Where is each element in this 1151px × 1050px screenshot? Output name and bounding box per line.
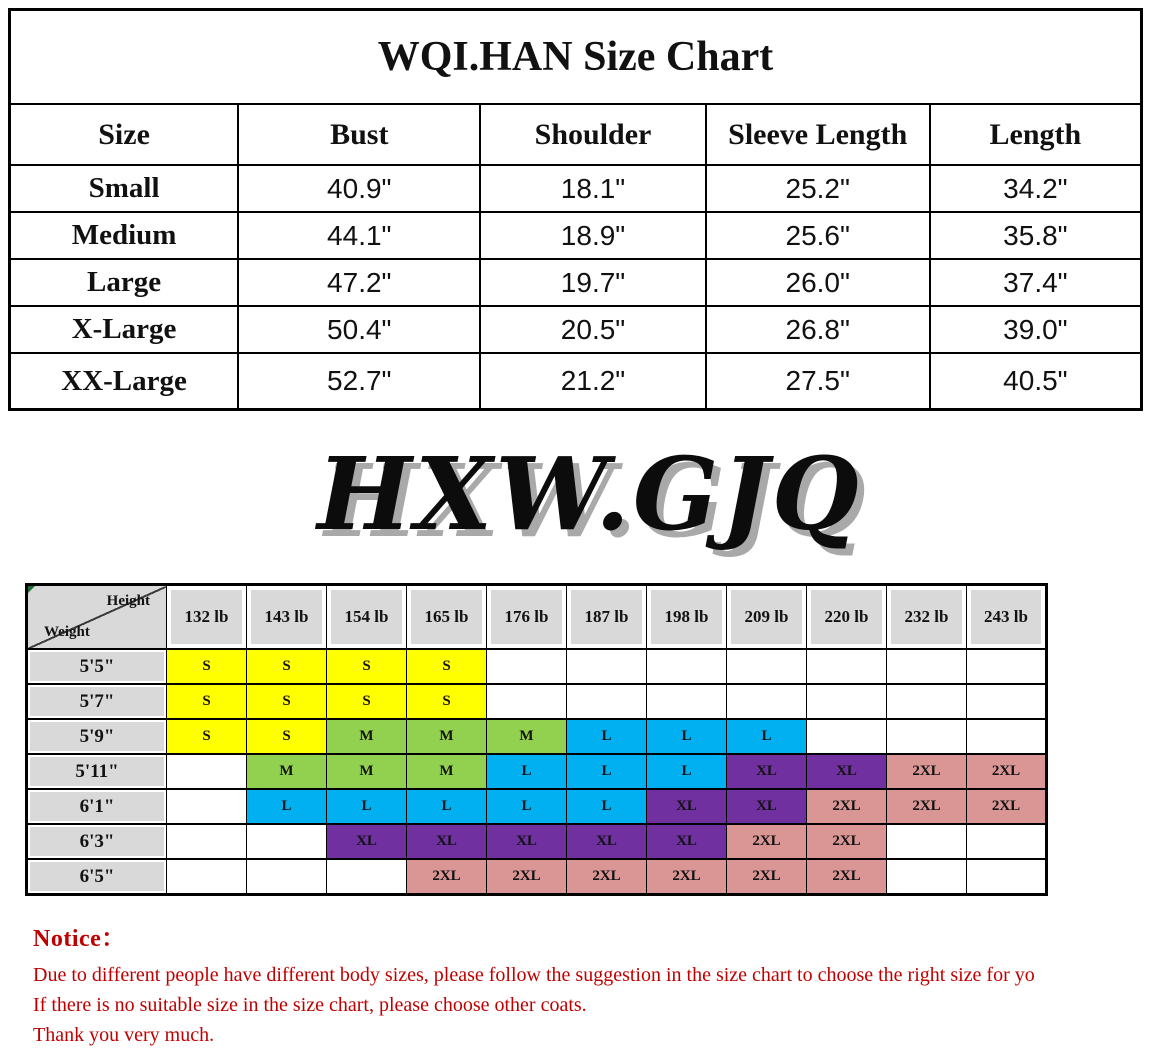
size-recommendation-cell: M (487, 719, 567, 754)
empty-cell (967, 859, 1047, 895)
height-label-cell: 5'9" (27, 719, 167, 754)
measurement-cell: 37.4" (930, 259, 1142, 306)
weight-header-cell: 132 lb (167, 585, 247, 650)
weight-header-cell: 220 lb (807, 585, 887, 650)
weight-header-cell: 165 lb (407, 585, 487, 650)
empty-cell (887, 824, 967, 859)
size-recommendation-cell: L (567, 789, 647, 824)
size-recommendation-cell: L (567, 754, 647, 789)
empty-cell (807, 684, 887, 719)
size-recommendation-cell: M (407, 719, 487, 754)
size-recommendation-cell: S (247, 719, 327, 754)
empty-cell (887, 684, 967, 719)
empty-cell (727, 649, 807, 684)
size-recommendation-cell: XL (807, 754, 887, 789)
weight-header-cell: 198 lb (647, 585, 727, 650)
size-recommendation-cell: L (647, 754, 727, 789)
measurement-cell: 18.1" (480, 165, 705, 212)
notice-line: If there is no suitable size in the size chart, please choose other coats. (33, 994, 587, 1016)
size-recommendation-cell: L (647, 719, 727, 754)
measurement-cell: 21.2" (480, 353, 705, 410)
size-recommendation-cell: M (407, 754, 487, 789)
size-chart-row (10, 259, 1142, 306)
size-chart-row (10, 306, 1142, 353)
measurement-cell: 27.5" (706, 353, 930, 410)
size-recommendation-cell: XL (647, 824, 727, 859)
size-chart-table (8, 8, 1143, 411)
notice-heading: Notice： (33, 926, 126, 952)
size-recommendation-cell: XL (407, 824, 487, 859)
size-chart-title-row (10, 10, 1142, 105)
measurement-cell: 35.8" (930, 212, 1142, 259)
measurement-cell: 40.5" (930, 353, 1142, 410)
size-recommendation-cell: XL (727, 789, 807, 824)
measurement-cell: 18.9" (480, 212, 705, 259)
empty-cell (967, 719, 1047, 754)
notice-line: Thank you very much. (33, 1024, 215, 1046)
matrix-row (27, 754, 1047, 789)
matrix-header-row (27, 585, 1047, 650)
matrix-row (27, 719, 1047, 754)
weight-header-cell: 187 lb (567, 585, 647, 650)
measurement-cell: 50.4" (238, 306, 480, 353)
empty-cell (807, 719, 887, 754)
empty-cell (567, 684, 647, 719)
measurement-cell: 19.7" (480, 259, 705, 306)
size-recommendation-cell: L (407, 789, 487, 824)
matrix-row (27, 859, 1047, 895)
corner-height-label: Height (106, 593, 150, 609)
size-recommendation-cell: 2XL (807, 824, 887, 859)
fit-matrix-table (25, 583, 1048, 896)
matrix-row (27, 824, 1047, 859)
size-recommendation-cell: 2XL (647, 859, 727, 895)
size-chart-row (10, 165, 1142, 212)
column-header: Size (10, 104, 239, 165)
size-recommendation-cell: 2XL (487, 859, 567, 895)
empty-cell (647, 684, 727, 719)
empty-cell (327, 859, 407, 895)
size-recommendation-cell: 2XL (407, 859, 487, 895)
empty-cell (567, 649, 647, 684)
matrix-corner-cell (27, 585, 167, 650)
weight-header-cell: 154 lb (327, 585, 407, 650)
column-header: Sleeve Length (706, 104, 930, 165)
empty-cell (487, 649, 567, 684)
column-header: Bust (238, 104, 480, 165)
size-recommendation-cell: 2XL (567, 859, 647, 895)
size-recommendation-cell: S (247, 649, 327, 684)
size-recommendation-cell: S (327, 684, 407, 719)
size-recommendation-cell: 2XL (887, 789, 967, 824)
weight-header-cell: 243 lb (967, 585, 1047, 650)
matrix-row (27, 649, 1047, 684)
empty-cell (487, 684, 567, 719)
matrix-row (27, 789, 1047, 824)
weight-header-cell: 176 lb (487, 585, 567, 650)
weight-header-cell: 209 lb (727, 585, 807, 650)
size-recommendation-cell: XL (487, 824, 567, 859)
corner-weight-label: Weight (44, 624, 90, 640)
size-chart-row (10, 212, 1142, 259)
column-header: Length (930, 104, 1142, 165)
size-recommendation-cell: L (247, 789, 327, 824)
size-chart-header-row (10, 104, 1142, 165)
empty-cell (887, 859, 967, 895)
measurement-cell: 44.1" (238, 212, 480, 259)
matrix-row (27, 684, 1047, 719)
size-recommendation-cell: XL (327, 824, 407, 859)
empty-cell (647, 649, 727, 684)
measurement-cell: 20.5" (480, 306, 705, 353)
size-name-cell: Medium (10, 212, 239, 259)
size-recommendation-cell: S (407, 649, 487, 684)
measurement-cell: 26.8" (706, 306, 930, 353)
notice-lines (33, 960, 1151, 1050)
empty-cell (247, 824, 327, 859)
size-recommendation-cell: L (487, 789, 567, 824)
height-label-cell: 6'5" (27, 859, 167, 895)
weight-header-cell: 143 lb (247, 585, 327, 650)
size-recommendation-cell: L (567, 719, 647, 754)
height-label-cell: 6'1" (27, 789, 167, 824)
empty-cell (887, 719, 967, 754)
size-chart-title: WQI.HAN Size Chart (10, 10, 1142, 105)
size-name-cell: Small (10, 165, 239, 212)
empty-cell (167, 789, 247, 824)
size-recommendation-cell: 2XL (887, 754, 967, 789)
empty-cell (887, 649, 967, 684)
measurement-cell: 26.0" (706, 259, 930, 306)
brand-logo: HXW.GJQ (317, 435, 862, 553)
height-label-cell: 5'7" (27, 684, 167, 719)
empty-cell (967, 649, 1047, 684)
size-recommendation-cell: M (327, 719, 407, 754)
size-recommendation-cell: L (327, 789, 407, 824)
size-recommendation-cell: S (167, 649, 247, 684)
size-chart-row (10, 353, 1142, 410)
size-recommendation-cell: S (167, 684, 247, 719)
height-label-cell: 5'11" (27, 754, 167, 789)
size-recommendation-cell: S (167, 719, 247, 754)
weight-header-cell: 232 lb (887, 585, 967, 650)
size-recommendation-cell: 2XL (967, 754, 1047, 789)
size-recommendation-cell: 2XL (967, 789, 1047, 824)
measurement-cell: 40.9" (238, 165, 480, 212)
measurement-cell: 25.2" (706, 165, 930, 212)
size-recommendation-cell: S (407, 684, 487, 719)
size-name-cell: X-Large (10, 306, 239, 353)
corner-flag-icon (28, 586, 35, 593)
empty-cell (247, 859, 327, 895)
measurement-cell: 34.2" (930, 165, 1142, 212)
size-recommendation-cell: 2XL (727, 824, 807, 859)
empty-cell (167, 859, 247, 895)
size-name-cell: XX-Large (10, 353, 239, 410)
empty-cell (727, 684, 807, 719)
notice-line: Due to different people have different body sizes, please follow the suggestion in the size chart to choose the right size for yo (33, 964, 1035, 986)
empty-cell (967, 824, 1047, 859)
column-header: Shoulder (480, 104, 705, 165)
measurement-cell: 25.6" (706, 212, 930, 259)
empty-cell (167, 824, 247, 859)
size-name-cell: Large (10, 259, 239, 306)
size-chart-body (10, 10, 1142, 410)
size-recommendation-cell: S (327, 649, 407, 684)
empty-cell (967, 684, 1047, 719)
size-recommendation-cell: 2XL (807, 859, 887, 895)
empty-cell (167, 754, 247, 789)
size-recommendation-cell: S (247, 684, 327, 719)
height-label-cell: 6'3" (27, 824, 167, 859)
size-recommendation-cell: L (487, 754, 567, 789)
measurement-cell: 39.0" (930, 306, 1142, 353)
size-recommendation-cell: 2XL (807, 789, 887, 824)
size-recommendation-cell: XL (727, 754, 807, 789)
size-recommendation-cell: M (327, 754, 407, 789)
empty-cell (807, 649, 887, 684)
size-recommendation-cell: 2XL (727, 859, 807, 895)
measurement-cell: 52.7" (238, 353, 480, 410)
size-recommendation-cell: L (727, 719, 807, 754)
fit-matrix-body (27, 585, 1047, 895)
measurement-cell: 47.2" (238, 259, 480, 306)
size-recommendation-cell: M (247, 754, 327, 789)
size-recommendation-cell: XL (567, 824, 647, 859)
height-label-cell: 5'5" (27, 649, 167, 684)
notice-section (33, 918, 1151, 1050)
size-recommendation-cell: XL (647, 789, 727, 824)
